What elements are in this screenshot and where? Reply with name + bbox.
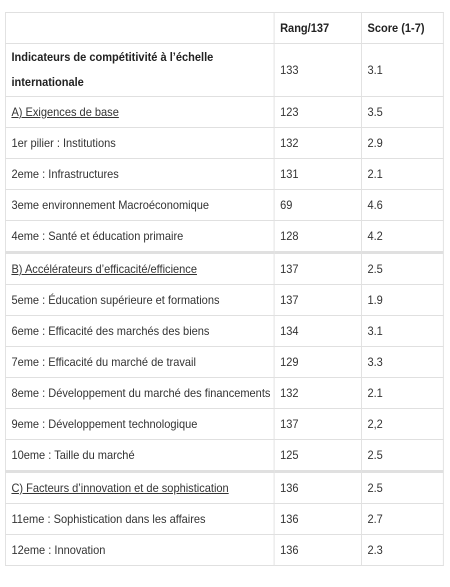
row-rank: 129 bbox=[274, 347, 361, 378]
table-header-row bbox=[5, 13, 443, 44]
row-label: 5eme : Éducation supérieure et formations bbox=[5, 285, 274, 316]
row-score: 2.5 bbox=[362, 440, 444, 472]
row-score: 2.5 bbox=[362, 253, 444, 285]
row-label bbox=[5, 253, 274, 285]
table-row bbox=[5, 316, 443, 347]
table-row bbox=[5, 44, 443, 97]
row-score: 3.1 bbox=[362, 316, 444, 347]
row-rank: 125 bbox=[274, 440, 361, 472]
table-row bbox=[5, 535, 443, 566]
row-label: 8eme : Développement du marché des financements bbox=[5, 378, 274, 409]
table-row bbox=[5, 253, 443, 285]
row-score: 4.6 bbox=[362, 190, 444, 221]
row-score: 4.2 bbox=[362, 221, 444, 253]
table-row bbox=[5, 504, 443, 535]
table-row bbox=[5, 472, 443, 504]
row-label: 7eme : Efficacité du marché de travail bbox=[5, 347, 274, 378]
table-row bbox=[5, 128, 443, 159]
row-rank: 131 bbox=[274, 159, 361, 190]
header-rank: Rang/137 bbox=[274, 13, 361, 44]
row-score: 3.1 bbox=[362, 44, 444, 97]
row-score: 2.5 bbox=[362, 472, 444, 504]
row-rank: 137 bbox=[274, 285, 361, 316]
table-row bbox=[5, 221, 443, 253]
row-score: 2.3 bbox=[362, 535, 444, 566]
row-label: 6eme : Efficacité des marchés des biens bbox=[5, 316, 274, 347]
row-rank: 132 bbox=[274, 378, 361, 409]
table-row bbox=[5, 409, 443, 440]
table-row bbox=[5, 97, 443, 128]
row-label: 3eme environnement Macroéconomique bbox=[5, 190, 274, 221]
row-label: 10eme : Taille du marché bbox=[5, 440, 274, 472]
row-rank: 137 bbox=[274, 253, 361, 285]
section-heading-c: C) Facteurs d’innovation et de sophistication bbox=[11, 481, 229, 495]
row-score: 2.1 bbox=[362, 378, 444, 409]
row-label: 1er pilier : Institutions bbox=[5, 128, 274, 159]
section-heading-b: B) Accélérateurs d’efficacité/efficience bbox=[11, 262, 197, 276]
row-label: Indicateurs de compétitivité à l’échelle internationale bbox=[5, 44, 274, 97]
competitiveness-table bbox=[5, 12, 444, 566]
row-rank: 128 bbox=[274, 221, 361, 253]
row-rank: 133 bbox=[274, 44, 361, 97]
row-score: 3.3 bbox=[362, 347, 444, 378]
table-row bbox=[5, 378, 443, 409]
section-heading-a: A) Exigences de base bbox=[11, 105, 119, 119]
row-rank: 123 bbox=[274, 97, 361, 128]
table-row bbox=[5, 190, 443, 221]
row-score: 1.9 bbox=[362, 285, 444, 316]
row-rank: 137 bbox=[274, 409, 361, 440]
row-rank: 69 bbox=[274, 190, 361, 221]
row-label: 11eme : Sophistication dans les affaires bbox=[5, 504, 274, 535]
table-row bbox=[5, 440, 443, 472]
row-score: 2,2 bbox=[362, 409, 444, 440]
row-rank: 136 bbox=[274, 472, 361, 504]
row-rank: 136 bbox=[274, 504, 361, 535]
row-label: 9eme : Développement technologique bbox=[5, 409, 274, 440]
row-label: 2eme : Infrastructures bbox=[5, 159, 274, 190]
row-score: 2.7 bbox=[362, 504, 444, 535]
row-label bbox=[5, 97, 274, 128]
row-label bbox=[5, 472, 274, 504]
header-indicator bbox=[5, 13, 274, 44]
row-score: 2.1 bbox=[362, 159, 444, 190]
row-rank: 134 bbox=[274, 316, 361, 347]
table-row bbox=[5, 285, 443, 316]
header-score: Score (1-7) bbox=[362, 13, 444, 44]
row-rank: 132 bbox=[274, 128, 361, 159]
table-row bbox=[5, 159, 443, 190]
table-row bbox=[5, 347, 443, 378]
row-label: 4eme : Santé et éducation primaire bbox=[5, 221, 274, 253]
row-score: 3.5 bbox=[362, 97, 444, 128]
row-label: 12eme : Innovation bbox=[5, 535, 274, 566]
row-score: 2.9 bbox=[362, 128, 444, 159]
row-rank: 136 bbox=[274, 535, 361, 566]
